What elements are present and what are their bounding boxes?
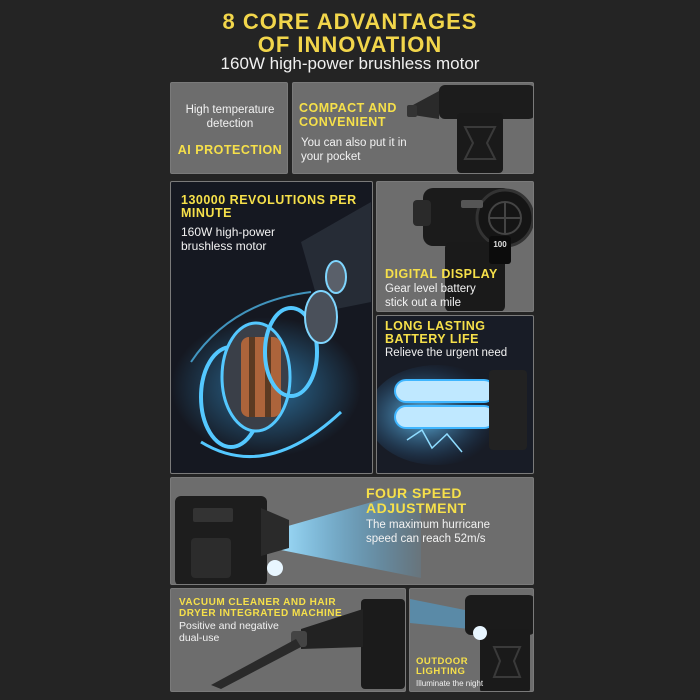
battery-desc: Relieve the urgent need [385,347,508,359]
motor-title: 130000 REVOLUTIONS PER MINUTE [181,193,357,220]
four-speed-panel [170,477,534,585]
compact-panel [292,82,534,174]
four-speed-title: FOUR SPEED ADJUSTMENT [366,485,467,516]
ai-protection-panel [170,82,288,174]
digital-display-panel [376,181,534,312]
motor-panel [170,181,373,474]
headline-line-2: OF INNOVATION [257,32,443,57]
display-screen-readout: 100 [493,240,507,249]
compact-desc: You can also put it in your pocket [301,137,407,163]
ai-protection-desc: High temperature detection [185,104,275,130]
ai-protection-title: AI PROTECTION [177,143,283,157]
vacuum-panel [170,588,406,692]
digital-display-title: DIGITAL DISPLAY [385,267,498,281]
outdoor-lighting-title: OUTDOOR LIGHTING [416,656,469,677]
outdoor-lighting-panel [409,588,534,692]
four-speed-desc: The maximum hurricane speed can reach 52m/s [366,519,490,545]
battery-title: LONG LASTING BATTERY LIFE [385,319,486,346]
headline-line-1: 8 CORE ADVANTAGES [222,9,478,34]
motor-desc: 160W high-power brushless motor [181,225,276,253]
headline-subtitle: 160W high-power brushless motor [220,54,480,73]
vacuum-desc: Positive and negative dual-use [179,620,279,644]
compact-blower-icon [399,83,534,174]
digital-display-desc: Gear level battery stick out a mile [385,283,476,309]
battery-cells-icon [377,360,534,474]
compact-title: COMPACT AND CONVENIENT [299,101,397,129]
battery-panel [376,315,534,474]
outdoor-lighting-desc: Illuminate the night [416,679,484,688]
motor-illustration-icon [171,182,373,474]
vacuum-title: VACUUM CLEANER AND HAIR DRYER INTEGRATED MACHINE [179,597,343,619]
vacuum-machine-icon [171,589,406,692]
